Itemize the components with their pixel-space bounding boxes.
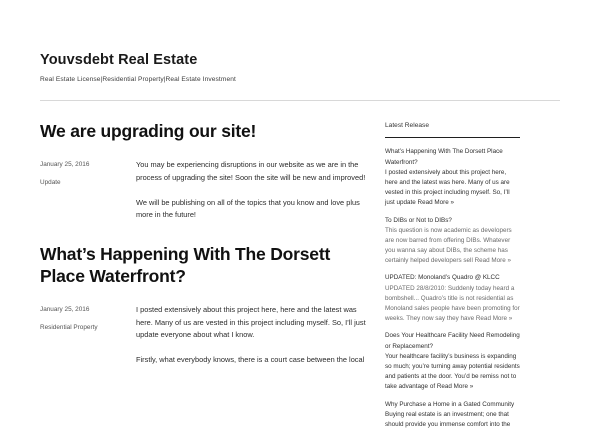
article-body bbox=[40, 304, 367, 367]
site-tagline: Real Estate License|Residential Property|Real Estate Investment bbox=[40, 76, 236, 84]
article-category[interactable]: Update bbox=[40, 179, 61, 187]
sidebar-entries bbox=[385, 147, 520, 430]
article-text bbox=[136, 159, 367, 222]
article-body bbox=[40, 159, 367, 222]
sidebar-entry-title[interactable]: UPDATED: Monoland’s Quadro @ KLCC bbox=[385, 274, 500, 282]
sidebar-entry-text: I posted extensively about this project here, here and the latest was here. Many of us are vested in this project including myself. So, I’ll just update Read More » bbox=[385, 168, 510, 207]
article-meta bbox=[40, 159, 136, 222]
sidebar-entry-title[interactable]: Does Your Healthcare Facility Need Remodeling or Replacement? bbox=[385, 332, 520, 350]
article-date: January 25, 2016 bbox=[40, 305, 90, 313]
site-header bbox=[0, 0, 600, 83]
article-title[interactable]: What’s Happening With The Dorsett Place Waterfront? bbox=[40, 244, 331, 287]
sidebar-entry-title[interactable]: To DIBs or Not to DIBs? bbox=[385, 216, 452, 224]
article-title[interactable]: We are upgrading our site! bbox=[40, 121, 257, 142]
sidebar-entry-title[interactable]: What’s Happening With The Dorsett Place Waterfront? bbox=[385, 148, 503, 166]
sidebar-entry bbox=[385, 331, 520, 392]
article-paragraph: Firstly, what everybody knows, there is a court case between the local bbox=[136, 355, 365, 365]
article-category[interactable]: Residential Property bbox=[40, 323, 98, 331]
article-second bbox=[40, 222, 367, 367]
sidebar bbox=[385, 101, 520, 437]
article-meta bbox=[40, 304, 136, 367]
sidebar-entry-title[interactable]: Why Purchase a Home in a Gated Community bbox=[385, 400, 515, 408]
sidebar-entry-text: Buying real estate is an investment; one that should provide you immense comfort into the bbox=[385, 410, 511, 428]
main-column bbox=[40, 101, 385, 437]
article-text bbox=[136, 304, 367, 367]
sidebar-divider bbox=[385, 137, 520, 138]
article-paragraph: I posted extensively about this project here, here and the latest was here. Many of us are vested in this project including myself. So, I’ll just update everyone about what I know. bbox=[136, 304, 366, 340]
sidebar-entry-text: This question is now academic as developers are now barred from offering DIBs. Whatever you wanna say about DIBs, the scheme has certainly helped developers sell Read More » bbox=[385, 226, 512, 265]
sidebar-entry-text: UPDATED 28/8/2010: Suddenly today heard a bombshell... Quadro’s title is not residential as Monoland sales people have been promoting for weeks. They now say they have Read More » bbox=[385, 284, 520, 323]
sidebar-entry bbox=[385, 216, 520, 267]
article-paragraph: You may be experiencing disruptions in our website as we are in the process of upgrading the site! Soon the site will be new and improved! bbox=[136, 160, 366, 182]
article-date: January 25, 2016 bbox=[40, 161, 90, 169]
article-first bbox=[40, 101, 367, 222]
sidebar-entry bbox=[385, 273, 520, 324]
content-wrapper bbox=[0, 101, 600, 437]
article-paragraph: We will be publishing on all of the topics that you know and love plus more in the future! bbox=[136, 197, 360, 220]
sidebar-entry bbox=[385, 400, 520, 431]
sidebar-widget-title: Latest Release bbox=[385, 122, 429, 130]
sidebar-entry bbox=[385, 147, 520, 208]
sidebar-entry-text: Your healthcare facility’s business is expanding so much; you’re turning away potential residents and patients at the door. You’d be remiss not to take advantage of Read More » bbox=[385, 352, 520, 391]
site-title[interactable]: Youvsdebt Real Estate bbox=[40, 52, 198, 68]
